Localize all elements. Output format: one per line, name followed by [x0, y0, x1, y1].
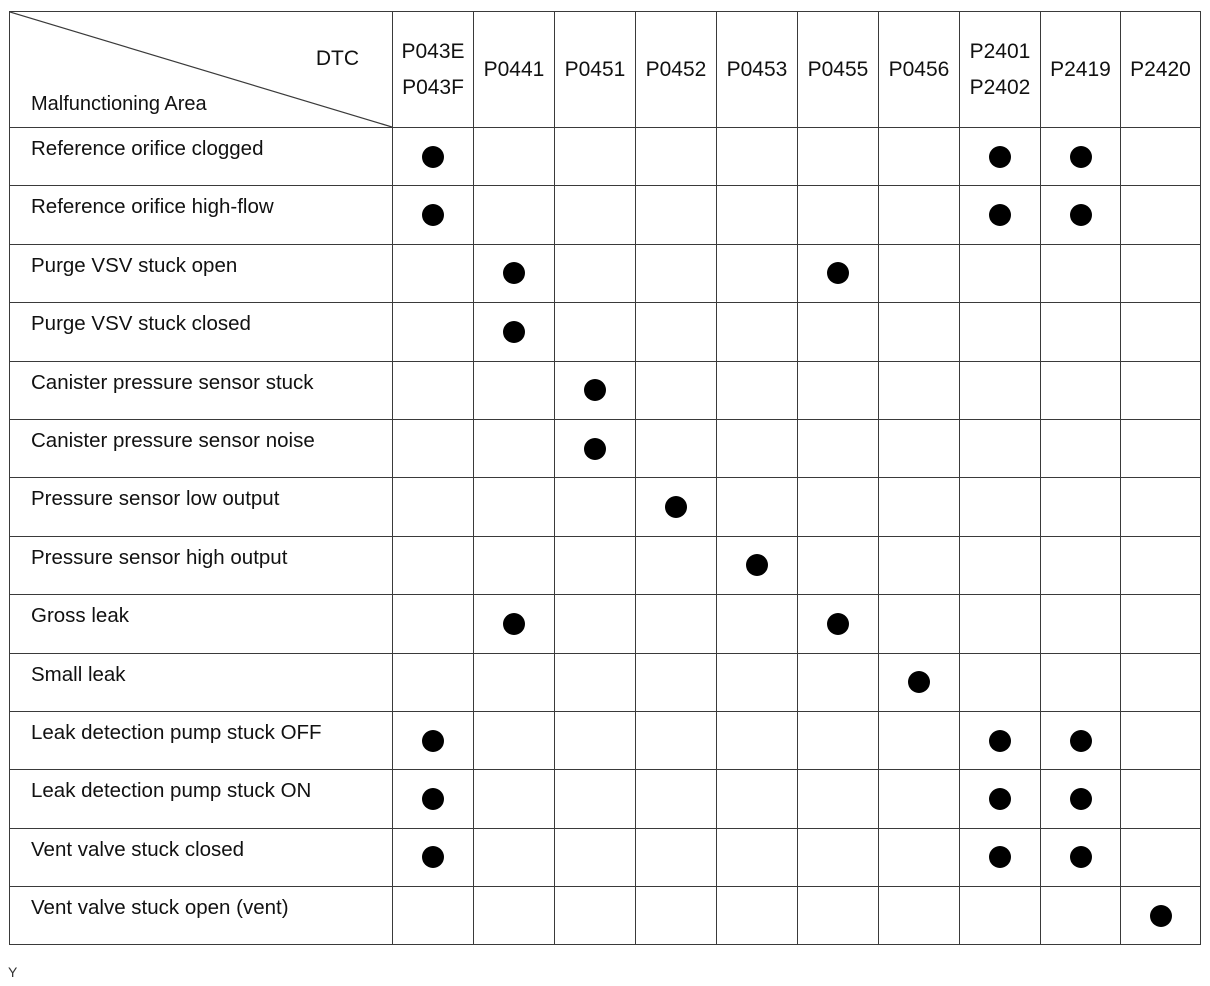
- malfunctioning-area-cell: Pressure sensor high output: [10, 536, 393, 594]
- mark-cell: [393, 361, 474, 419]
- mark-cell: [636, 653, 717, 711]
- mark-cell: [474, 303, 555, 361]
- applicable-dot-icon: [1070, 730, 1092, 752]
- mark-cell: [717, 186, 798, 244]
- mark-cell: [636, 770, 717, 828]
- dtc-code: P0441: [483, 57, 545, 81]
- dtc-column-header: [879, 12, 960, 128]
- applicable-dot-icon: [1070, 846, 1092, 868]
- dtc-code: P2402: [969, 75, 1031, 99]
- mark-cell: [717, 770, 798, 828]
- mark-cell: [555, 770, 636, 828]
- mark-cell: [1041, 536, 1121, 594]
- mark-cell: [879, 770, 960, 828]
- mark-cell: [798, 303, 879, 361]
- mark-cell: [636, 303, 717, 361]
- malfunctioning-area-cell: Gross leak: [10, 595, 393, 653]
- mark-cell: [474, 419, 555, 477]
- mark-cell: [393, 653, 474, 711]
- malfunctioning-area-cell: Canister pressure sensor noise: [10, 419, 393, 477]
- mark-cell: [960, 419, 1041, 477]
- dtc-header-label: DTC: [315, 47, 359, 70]
- applicable-dot-icon: [422, 788, 444, 810]
- mark-cell: [879, 478, 960, 536]
- applicable-dot-icon: [746, 554, 768, 576]
- mark-cell: [474, 887, 555, 945]
- mark-cell: [1121, 303, 1201, 361]
- mark-cell: [717, 128, 798, 186]
- table-row: [10, 828, 1201, 886]
- mark-cell: [1041, 128, 1121, 186]
- mark-cell: [879, 361, 960, 419]
- applicable-dot-icon: [665, 496, 687, 518]
- table-header-row: [10, 12, 1201, 128]
- mark-cell: [636, 536, 717, 594]
- mark-cell: [555, 361, 636, 419]
- mark-cell: [717, 887, 798, 945]
- dtc-code: P043E: [401, 39, 465, 63]
- footnote-code: Y: [8, 964, 18, 980]
- malfunctioning-area-cell: Leak detection pump stuck ON: [10, 770, 393, 828]
- applicable-dot-icon: [584, 438, 606, 460]
- mark-cell: [879, 128, 960, 186]
- mark-cell: [960, 303, 1041, 361]
- dtc-column-header: [474, 12, 555, 128]
- mark-cell: [555, 711, 636, 769]
- malfunctioning-area-cell: Small leak: [10, 653, 393, 711]
- applicable-dot-icon: [1070, 788, 1092, 810]
- mark-cell: [798, 887, 879, 945]
- mark-cell: [393, 711, 474, 769]
- mark-cell: [798, 536, 879, 594]
- malfunctioning-area-cell: Canister pressure sensor stuck: [10, 361, 393, 419]
- mark-cell: [1041, 653, 1121, 711]
- mark-cell: [798, 595, 879, 653]
- malfunctioning-area-cell: Purge VSV stuck open: [10, 244, 393, 302]
- mark-cell: [879, 536, 960, 594]
- mark-cell: [798, 770, 879, 828]
- mark-cell: [1121, 478, 1201, 536]
- dtc-column-header: [960, 12, 1041, 128]
- mark-cell: [1121, 887, 1201, 945]
- applicable-dot-icon: [422, 846, 444, 868]
- mark-cell: [555, 128, 636, 186]
- mark-cell: [636, 595, 717, 653]
- mark-cell: [1041, 244, 1121, 302]
- table-row: [10, 478, 1201, 536]
- table-row: [10, 595, 1201, 653]
- dtc-column-header: [717, 12, 798, 128]
- mark-cell: [879, 828, 960, 886]
- applicable-dot-icon: [503, 262, 525, 284]
- applicable-dot-icon: [422, 146, 444, 168]
- mark-cell: [474, 478, 555, 536]
- applicable-dot-icon: [503, 613, 525, 635]
- mark-cell: [474, 770, 555, 828]
- table-row: [10, 128, 1201, 186]
- mark-cell: [1041, 887, 1121, 945]
- dtc-code: P0456: [888, 57, 950, 81]
- mark-cell: [393, 303, 474, 361]
- applicable-dot-icon: [1070, 146, 1092, 168]
- mark-cell: [960, 653, 1041, 711]
- mark-cell: [717, 244, 798, 302]
- malfunctioning-area-cell: Vent valve stuck open (vent): [10, 887, 393, 945]
- mark-cell: [474, 711, 555, 769]
- malfunctioning-area-cell: Reference orifice high-flow: [10, 186, 393, 244]
- mark-cell: [717, 595, 798, 653]
- mark-cell: [393, 478, 474, 536]
- mark-cell: [393, 186, 474, 244]
- mark-cell: [879, 303, 960, 361]
- mark-cell: [1041, 828, 1121, 886]
- malfunctioning-area-header-label: Malfunctioning Area: [31, 93, 207, 115]
- mark-cell: [393, 828, 474, 886]
- table-row: [10, 244, 1201, 302]
- mark-cell: [393, 595, 474, 653]
- mark-cell: [1121, 244, 1201, 302]
- mark-cell: [798, 419, 879, 477]
- dtc-code: P2419: [1050, 57, 1111, 81]
- mark-cell: [960, 128, 1041, 186]
- mark-cell: [717, 303, 798, 361]
- mark-cell: [798, 361, 879, 419]
- mark-cell: [1041, 595, 1121, 653]
- mark-cell: [474, 653, 555, 711]
- mark-cell: [555, 595, 636, 653]
- applicable-dot-icon: [989, 146, 1011, 168]
- mark-cell: [879, 887, 960, 945]
- malfunctioning-area-cell: Purge VSV stuck closed: [10, 303, 393, 361]
- table-row: [10, 653, 1201, 711]
- dtc-code: P043F: [402, 75, 464, 99]
- mark-cell: [798, 128, 879, 186]
- mark-cell: [636, 828, 717, 886]
- mark-cell: [393, 536, 474, 594]
- mark-cell: [960, 186, 1041, 244]
- mark-cell: [1121, 419, 1201, 477]
- dtc-code: P0452: [645, 57, 707, 81]
- mark-cell: [555, 244, 636, 302]
- applicable-dot-icon: [908, 671, 930, 693]
- mark-cell: [555, 887, 636, 945]
- mark-cell: [717, 653, 798, 711]
- dtc-column-header: [798, 12, 879, 128]
- applicable-dot-icon: [989, 730, 1011, 752]
- mark-cell: [555, 536, 636, 594]
- mark-cell: [636, 244, 717, 302]
- mark-cell: [717, 478, 798, 536]
- mark-cell: [636, 887, 717, 945]
- mark-cell: [555, 828, 636, 886]
- mark-cell: [960, 478, 1041, 536]
- dtc-code: P0453: [726, 57, 788, 81]
- malfunctioning-area-cell: Pressure sensor low output: [10, 478, 393, 536]
- mark-cell: [393, 887, 474, 945]
- mark-cell: [393, 244, 474, 302]
- mark-cell: [474, 361, 555, 419]
- mark-cell: [879, 244, 960, 302]
- table-row: [10, 361, 1201, 419]
- mark-cell: [1041, 419, 1121, 477]
- malfunctioning-area-cell: Reference orifice clogged: [10, 128, 393, 186]
- mark-cell: [636, 361, 717, 419]
- mark-cell: [960, 244, 1041, 302]
- applicable-dot-icon: [503, 321, 525, 343]
- mark-cell: [879, 419, 960, 477]
- mark-cell: [1121, 186, 1201, 244]
- dtc-column-header: [1041, 12, 1121, 128]
- table-body: [10, 128, 1201, 945]
- mark-cell: [1121, 770, 1201, 828]
- mark-cell: [636, 711, 717, 769]
- dtc-code: P0451: [564, 57, 626, 81]
- mark-cell: [717, 711, 798, 769]
- applicable-dot-icon: [584, 379, 606, 401]
- applicable-dot-icon: [422, 204, 444, 226]
- malfunctioning-area-cell: Leak detection pump stuck OFF: [10, 711, 393, 769]
- applicable-dot-icon: [989, 204, 1011, 226]
- mark-cell: [798, 478, 879, 536]
- dtc-column-header: [555, 12, 636, 128]
- mark-cell: [1121, 711, 1201, 769]
- mark-cell: [1121, 128, 1201, 186]
- dtc-column-header: [1121, 12, 1201, 128]
- mark-cell: [393, 128, 474, 186]
- dtc-malfunction-table: [9, 11, 1201, 945]
- mark-cell: [798, 244, 879, 302]
- mark-cell: [393, 419, 474, 477]
- mark-cell: [474, 128, 555, 186]
- mark-cell: [1041, 478, 1121, 536]
- mark-cell: [960, 595, 1041, 653]
- mark-cell: [474, 186, 555, 244]
- mark-cell: [636, 478, 717, 536]
- malfunctioning-area-cell: Vent valve stuck closed: [10, 828, 393, 886]
- mark-cell: [798, 828, 879, 886]
- applicable-dot-icon: [1150, 905, 1172, 927]
- mark-cell: [717, 536, 798, 594]
- mark-cell: [555, 478, 636, 536]
- table-row: [10, 711, 1201, 769]
- mark-cell: [960, 711, 1041, 769]
- mark-cell: [879, 595, 960, 653]
- mark-cell: [960, 887, 1041, 945]
- table-row: [10, 770, 1201, 828]
- mark-cell: [555, 186, 636, 244]
- applicable-dot-icon: [827, 262, 849, 284]
- mark-cell: [717, 828, 798, 886]
- mark-cell: [798, 711, 879, 769]
- mark-cell: [636, 419, 717, 477]
- mark-cell: [960, 536, 1041, 594]
- mark-cell: [636, 128, 717, 186]
- corner-header-cell: [10, 12, 393, 128]
- dtc-code: P2401: [969, 39, 1031, 63]
- mark-cell: [393, 770, 474, 828]
- mark-cell: [474, 595, 555, 653]
- applicable-dot-icon: [989, 788, 1011, 810]
- mark-cell: [960, 828, 1041, 886]
- mark-cell: [1041, 303, 1121, 361]
- applicable-dot-icon: [989, 846, 1011, 868]
- mark-cell: [555, 303, 636, 361]
- mark-cell: [1121, 653, 1201, 711]
- dtc-code: P0455: [807, 57, 869, 81]
- mark-cell: [474, 828, 555, 886]
- mark-cell: [1121, 828, 1201, 886]
- mark-cell: [1121, 361, 1201, 419]
- mark-cell: [555, 419, 636, 477]
- mark-cell: [1121, 595, 1201, 653]
- mark-cell: [717, 361, 798, 419]
- dtc-column-header: [393, 12, 474, 128]
- mark-cell: [879, 186, 960, 244]
- mark-cell: [798, 653, 879, 711]
- mark-cell: [1121, 536, 1201, 594]
- mark-cell: [798, 186, 879, 244]
- dtc-code: P2420: [1130, 57, 1191, 81]
- mark-cell: [879, 653, 960, 711]
- applicable-dot-icon: [422, 730, 444, 752]
- table-row: [10, 419, 1201, 477]
- mark-cell: [1041, 361, 1121, 419]
- table-row: [10, 303, 1201, 361]
- mark-cell: [960, 361, 1041, 419]
- mark-cell: [1041, 770, 1121, 828]
- mark-cell: [879, 711, 960, 769]
- applicable-dot-icon: [1070, 204, 1092, 226]
- table-row: [10, 887, 1201, 945]
- table-row: [10, 536, 1201, 594]
- mark-cell: [960, 770, 1041, 828]
- dtc-column-header: [636, 12, 717, 128]
- applicable-dot-icon: [827, 613, 849, 635]
- mark-cell: [636, 186, 717, 244]
- mark-cell: [474, 536, 555, 594]
- table-row: [10, 186, 1201, 244]
- mark-cell: [1041, 711, 1121, 769]
- mark-cell: [555, 653, 636, 711]
- mark-cell: [474, 244, 555, 302]
- mark-cell: [1041, 186, 1121, 244]
- mark-cell: [717, 419, 798, 477]
